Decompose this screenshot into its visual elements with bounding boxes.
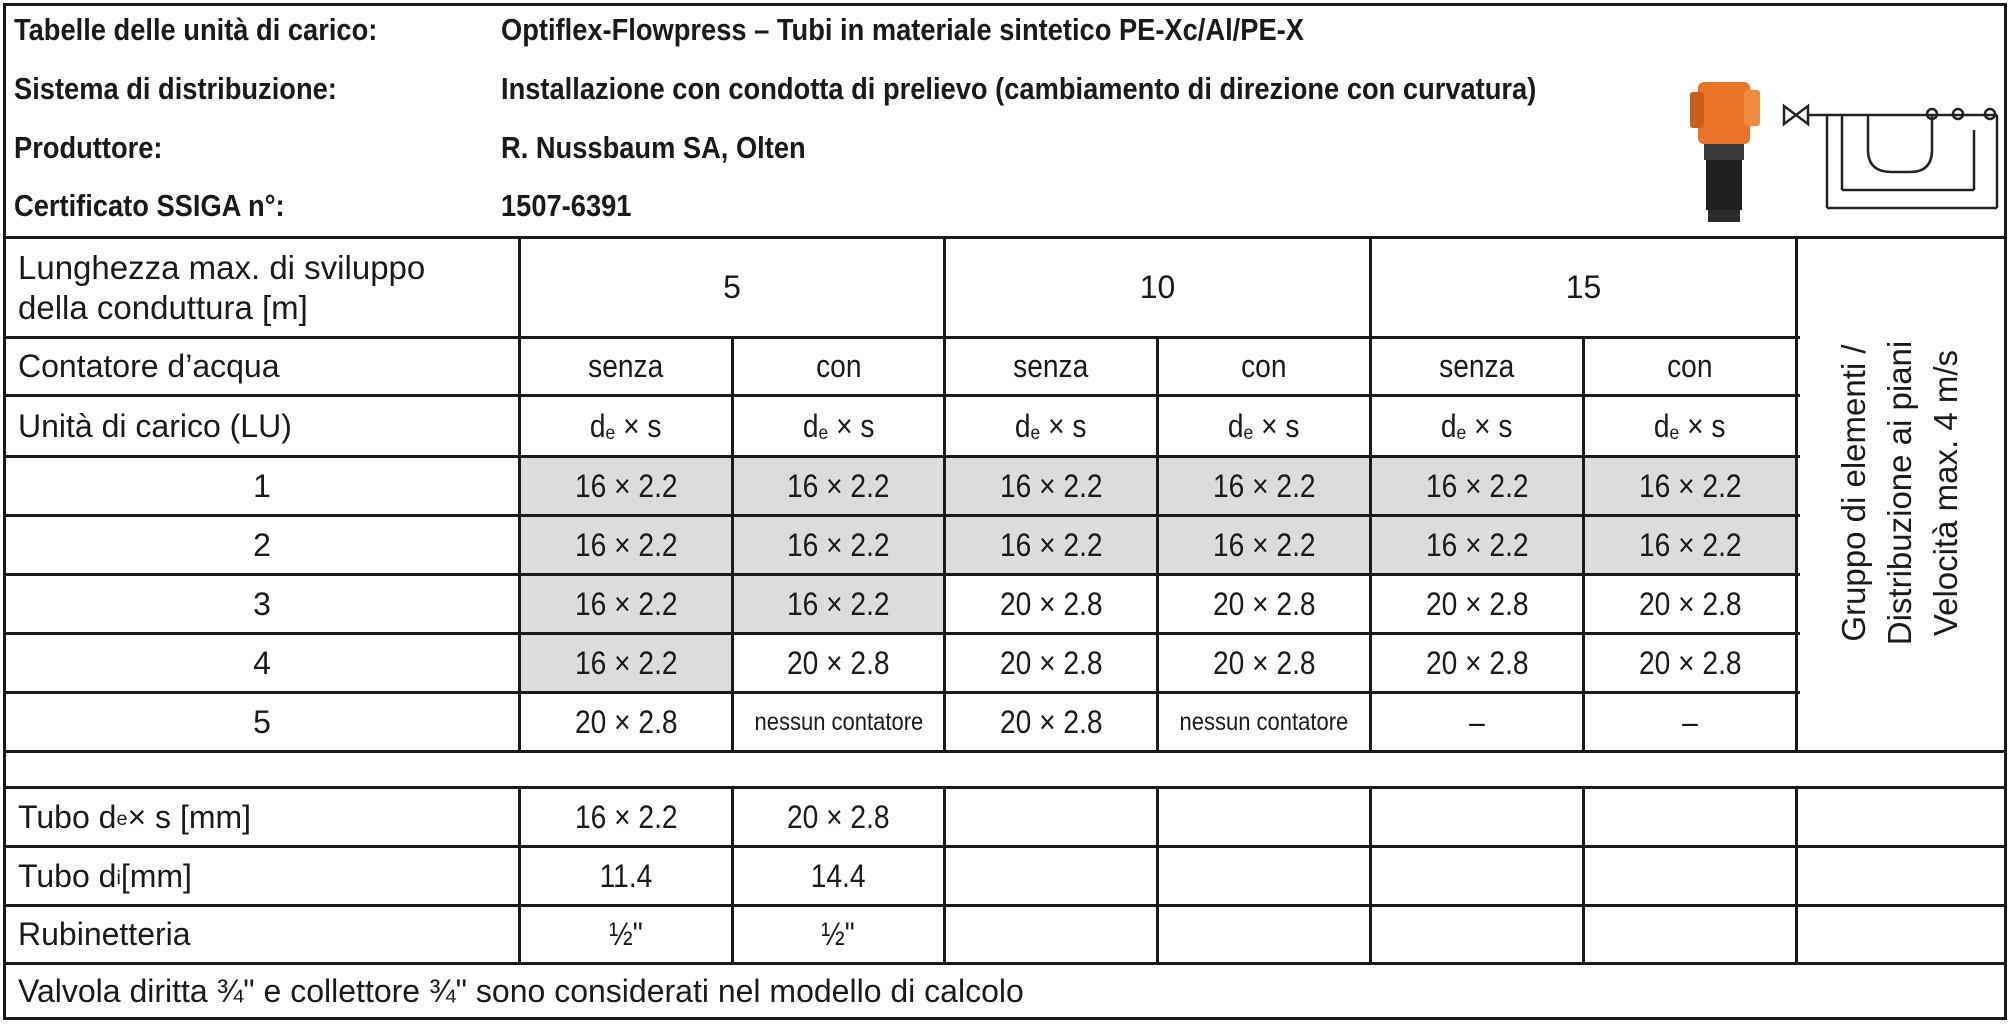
pipe-dimension-text: 20 × 2.8: [1425, 644, 1529, 681]
pipe-dimension-cell: [1372, 635, 1582, 691]
side-label-cell: [1796, 238, 2004, 748]
pipe-dimension-cell: [734, 576, 943, 632]
de-x-s-header: de × s: [590, 407, 662, 445]
pipe-dimension-text: 20 × 2.8: [1638, 585, 1742, 622]
pipe-dimension-cell: [521, 517, 731, 573]
pipe-dimension-cell: [521, 694, 731, 750]
grid-line: [943, 786, 946, 963]
pipe-dimension-cell: [1585, 694, 1795, 750]
pipe-dimension-text: 16 × 2.2: [574, 526, 678, 563]
meter-value: con: [1241, 348, 1287, 384]
pipe-dimension-cell: [1372, 458, 1582, 514]
pipe-dimension-text: 16 × 2.2: [574, 467, 678, 504]
lu-value: 4: [253, 644, 271, 681]
pipe-dimension-text: 16 × 2.2: [1212, 526, 1316, 563]
pipe-dimension-text: nessun contatore: [1179, 707, 1349, 736]
length-label-line1: Lunghezza max. di sviluppo: [18, 248, 426, 286]
pipe-dimension-text: 16 × 2.2: [999, 526, 1103, 563]
lu-value: 3: [253, 585, 271, 622]
lu-value: 1: [253, 467, 271, 504]
header-value-tables: Optiflex-Flowpress – Tubi in materiale sintetico PE-Xc/Al/PE-X: [501, 12, 1304, 47]
pipe-dimension-text: 20 × 2.8: [999, 585, 1103, 622]
pipe-dimension-text: 20 × 2.8: [1212, 644, 1316, 681]
header-label-tables: Tabelle delle unità di carico:: [14, 12, 378, 47]
length-label-cell: [6, 239, 518, 336]
header-label-system: Sistema di distribuzione:: [14, 71, 337, 106]
grid-line: [1582, 786, 1585, 963]
pipe-dimension-text: 16 × 2.2: [574, 644, 678, 681]
pipe-dimension-cell: [1159, 576, 1369, 632]
side-label-line: Velocità max. 4 m/s: [1927, 349, 1964, 637]
pipe-dimension-cell: [1585, 576, 1795, 632]
grid-line: [1156, 786, 1159, 963]
length-value-5: 5: [723, 269, 741, 305]
pipe-dimension-text: 16 × 2.2: [1212, 467, 1316, 504]
pipe-dimension-cell: [946, 458, 1156, 514]
pipe-dimension-text: –: [1469, 703, 1485, 740]
pipe-dimension-cell: [946, 517, 1156, 573]
pipe-dimension-text: 20 × 2.8: [787, 644, 890, 681]
pipe-dimension-text: 16 × 2.2: [574, 585, 678, 622]
pipe-di-value: 11.4: [599, 857, 653, 894]
pipe-dimension-text: 20 × 2.8: [999, 703, 1103, 740]
grid-line: [3, 750, 2007, 753]
pipe-de-value: 20 × 2.8: [787, 798, 890, 835]
distribution-schematic-icon: [1782, 100, 2002, 216]
pipe-dimension-cell: [946, 635, 1156, 691]
pipe-dimension-cell: [1372, 694, 1582, 750]
pipe-dimension-text: 16 × 2.2: [787, 467, 890, 504]
fittings-value: ½": [609, 916, 643, 952]
de-x-s-header: de × s: [1654, 407, 1726, 445]
de-x-s-header: de × s: [1441, 407, 1513, 445]
meter-value: con: [815, 348, 862, 384]
pipe-dimension-cell: [1159, 635, 1369, 691]
pipe-dimension-cell: [521, 458, 731, 514]
pipe-dimension-cell: [1159, 458, 1369, 514]
lu-value: 2: [253, 526, 271, 563]
pipe-di-value: 14.4: [811, 857, 866, 894]
pipe-dimension-text: 16 × 2.2: [787, 526, 890, 563]
pipe-dimension-cell: [946, 576, 1156, 632]
pipe-di-label: Tubo d i [mm]: [18, 857, 192, 894]
de-x-s-header: de × s: [802, 407, 875, 445]
pipe-de-value: 16 × 2.2: [574, 798, 678, 835]
header-value-system: Installazione con condotta di prelievo (cambiamento di direzione con curvatura): [501, 71, 1537, 106]
pipe-dimension-cell: [734, 517, 943, 573]
meter-value: senza: [1439, 348, 1515, 384]
pipe-dimension-text: 20 × 2.8: [1425, 585, 1529, 622]
pipe-dimension-cell: [521, 635, 731, 691]
pipe-dimension-text: 16 × 2.2: [787, 585, 890, 622]
header-value-certificate: 1507-6391: [501, 188, 632, 223]
pipe-dimension-cell: [1159, 517, 1369, 573]
footer-note: Valvola diritta ¾" e collettore ¾" sono considerati nel modello di calcolo: [18, 972, 1024, 1009]
pipe-dimension-text: 20 × 2.8: [574, 703, 678, 740]
lu-value: 5: [253, 703, 271, 740]
pipe-dimension-cell: [1372, 576, 1582, 632]
pipe-dimension-text: 16 × 2.2: [1638, 467, 1742, 504]
pipe-dimension-text: 20 × 2.8: [999, 644, 1103, 681]
pipe-dimension-cell: [734, 694, 943, 750]
meter-value: con: [1667, 348, 1713, 384]
pipe-dimension-cell: [1585, 635, 1795, 691]
pipe-dimension-text: 20 × 2.8: [1638, 644, 1742, 681]
pipe-dimension-text: nessun contatore: [754, 707, 923, 736]
valve-product-image: [1690, 78, 1762, 224]
pipe-dimension-cell: [1585, 458, 1795, 514]
side-label-line: Gruppo di elementi /: [1835, 344, 1872, 642]
fittings-value: ½": [821, 916, 856, 952]
pipe-dimension-text: 20 × 2.8: [1212, 585, 1316, 622]
pipe-dimension-text: 16 × 2.2: [999, 467, 1103, 504]
length-value-10: 10: [1139, 269, 1176, 305]
meter-label: Contatore d’acqua: [18, 348, 280, 384]
header-label-certificate: Certificato SSIGA n°:: [14, 188, 285, 223]
de-x-s-header: de × s: [1228, 407, 1300, 445]
pipe-dimension-cell: [734, 458, 943, 514]
length-value-15: 15: [1565, 269, 1602, 305]
pipe-dimension-cell: [1372, 517, 1582, 573]
side-label-line: Distribuzione ai piani: [1881, 340, 1918, 646]
pipe-dimension-cell: [946, 694, 1156, 750]
pipe-dimension-cell: [1585, 517, 1795, 573]
pipe-dimension-cell: [521, 576, 731, 632]
grid-line: [1795, 786, 1798, 963]
pipe-de-label: Tubo d e × s [mm]: [18, 798, 252, 835]
header-label-producer: Produttore:: [14, 130, 163, 165]
pipe-dimension-cell: [734, 635, 943, 691]
pipe-dimension-cell: [1159, 694, 1369, 750]
pipe-dimension-text: 16 × 2.2: [1638, 526, 1742, 563]
grid-line: [1369, 786, 1372, 963]
meter-value: senza: [588, 348, 664, 384]
length-label-line2: della conduttura [m]: [18, 288, 308, 326]
pipe-dimension-text: 16 × 2.2: [1425, 467, 1529, 504]
de-x-s-header: de × s: [1015, 407, 1087, 445]
meter-value: senza: [1013, 348, 1089, 384]
lu-label: Unità di carico (LU): [18, 407, 292, 444]
pipe-dimension-text: 16 × 2.2: [1425, 526, 1529, 563]
fittings-label: Rubinetteria: [18, 916, 191, 952]
header-value-producer: R. Nussbaum SA, Olten: [501, 130, 806, 165]
pipe-dimension-text: –: [1682, 703, 1698, 740]
